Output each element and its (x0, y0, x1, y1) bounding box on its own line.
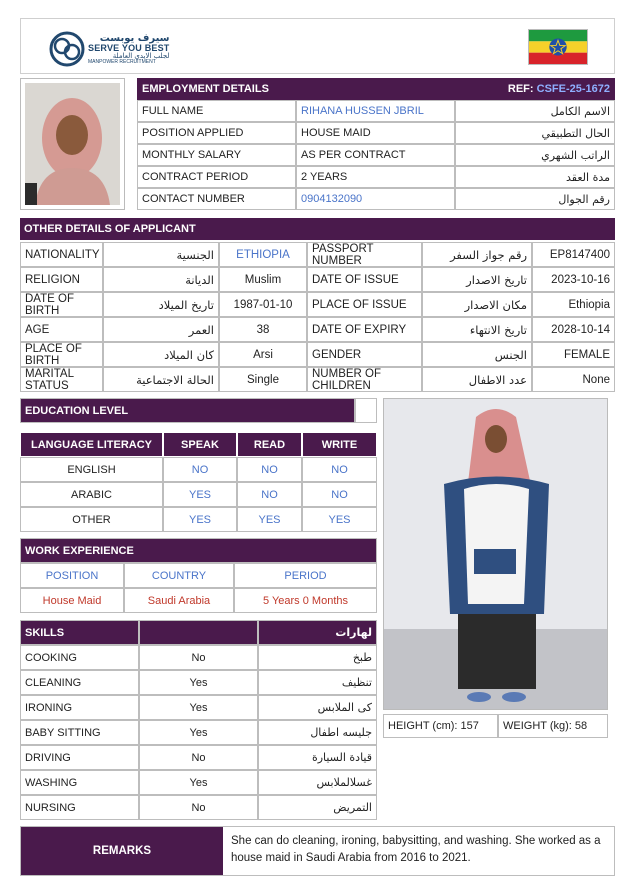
employment-row (137, 144, 615, 166)
detail-arabic-label: مكان الاصدار (422, 292, 532, 317)
employment-row (137, 100, 615, 122)
other-details-header: OTHER DETAILS OF APPLICANT (20, 218, 615, 240)
skills-title: SKILLS (20, 620, 139, 645)
weight-value: WEIGHT (kg): 58 (498, 714, 608, 738)
detail-label: NUMBER OF CHILDREN (307, 367, 422, 392)
skill-arabic-name: قيادة السيارة (258, 745, 377, 770)
language-header-cell: WRITE (302, 432, 377, 457)
skill-name: BABY SITTING (20, 720, 139, 745)
skill-value: Yes (139, 720, 258, 745)
skill-value: No (139, 645, 258, 670)
detail-label: AGE (20, 317, 103, 342)
ref-value: CSFE-25-1672 (536, 83, 610, 95)
language-level: NO (163, 457, 237, 482)
remarks-text: She can do cleaning, ironing, babysitting, and washing. She worked as a house maid in Saudi Arabia from 2016 to 2021. (231, 835, 601, 864)
employment-field-label: CONTRACT PERIOD (137, 166, 296, 188)
other-details-row (20, 267, 615, 292)
work-header (20, 538, 377, 563)
language-level: YES (302, 507, 377, 532)
skill-row (20, 720, 377, 745)
detail-arabic-label: كان الميلاد (103, 342, 219, 367)
applicant-full-body-photo (383, 398, 608, 710)
employment-field-arabic-label: مدة العقد (455, 166, 615, 188)
language-row (20, 482, 377, 507)
skill-name: WASHING (20, 770, 139, 795)
language-name: ENGLISH (20, 457, 163, 482)
employment-field-label: FULL NAME (137, 100, 296, 122)
language-level: YES (163, 507, 237, 532)
language-name: ARABIC (20, 482, 163, 507)
employment-field-value: HOUSE MAID (296, 122, 455, 144)
other-details-row (20, 317, 615, 342)
language-row (20, 457, 377, 482)
detail-value: 1987-01-10 (219, 292, 307, 317)
ethiopia-flag-icon (528, 29, 588, 65)
detail-label: MARITAL STATUS (20, 367, 103, 392)
detail-value: FEMALE (532, 342, 615, 367)
remarks-label: REMARKS (21, 827, 223, 875)
language-name: OTHER (20, 507, 163, 532)
employment-title: EMPLOYMENT DETAILS (137, 78, 296, 100)
logo-subtitle: MANPOWER RECRUITMENT (88, 58, 156, 65)
skill-arabic-name: تنظيف (258, 670, 377, 695)
company-logo (49, 29, 179, 69)
work-cell: House Maid (20, 588, 124, 613)
work-row (20, 588, 377, 613)
skill-arabic-name: طبخ (258, 645, 377, 670)
language-header-cell: SPEAK (163, 432, 237, 457)
language-level: NO (302, 482, 377, 507)
employment-field-value: 0904132090 (296, 188, 455, 210)
detail-value: ETHIOPIA (219, 242, 307, 267)
skill-arabic-name: كى الملابس (258, 695, 377, 720)
employment-row (137, 166, 615, 188)
skill-row (20, 670, 377, 695)
detail-label: DATE OF EXPIRY (307, 317, 422, 342)
full-body-photo (384, 399, 608, 710)
detail-value: Single (219, 367, 307, 392)
ref-number (296, 78, 615, 100)
skill-value: Yes (139, 670, 258, 695)
skill-value: Yes (139, 770, 258, 795)
language-level: NO (302, 457, 377, 482)
skill-value: No (139, 795, 258, 820)
detail-value: 38 (219, 317, 307, 342)
employment-field-value: AS PER CONTRACT (296, 144, 455, 166)
language-level: NO (237, 482, 302, 507)
detail-value: None (532, 367, 615, 392)
employment-row (137, 188, 615, 210)
remarks-section (20, 826, 615, 876)
detail-label: GENDER (307, 342, 422, 367)
employment-row (137, 122, 615, 144)
detail-label: NATIONALITY (20, 242, 103, 267)
skill-arabic-name: التمريض (258, 795, 377, 820)
skill-value: Yes (139, 695, 258, 720)
skill-name: COOKING (20, 645, 139, 670)
skill-row (20, 695, 377, 720)
employment-field-arabic-label: رقم الجوال (455, 188, 615, 210)
work-column-header: POSITION (20, 563, 124, 588)
education-header (20, 398, 377, 423)
detail-label: PLACE OF ISSUE (307, 292, 422, 317)
skill-row (20, 745, 377, 770)
detail-label: DATE OF ISSUE (307, 267, 422, 292)
logo-mark-icon (49, 31, 85, 67)
detail-label: RELIGION (20, 267, 103, 292)
employment-field-arabic-label: الاسم الكامل (455, 100, 615, 122)
ref-label: REF: (507, 83, 534, 95)
measurements-row (383, 714, 608, 738)
detail-arabic-label: الحالة الاجتماعية (103, 367, 219, 392)
skill-arabic-name: جليسه اطفال (258, 720, 377, 745)
detail-arabic-label: الجنس (422, 342, 532, 367)
education-title: EDUCATION LEVEL (20, 398, 355, 423)
work-column-header: PERIOD (234, 563, 377, 588)
other-details-row (20, 342, 615, 367)
skill-arabic-name: غسلالملابس (258, 770, 377, 795)
skill-value: No (139, 745, 258, 770)
work-cell: 5 Years 0 Months (234, 588, 377, 613)
language-header-row (20, 432, 377, 457)
other-details-row (20, 367, 615, 392)
detail-arabic-label: العمر (103, 317, 219, 342)
height-value: HEIGHT (cm): 157 (383, 714, 498, 738)
other-details-row (20, 292, 615, 317)
employment-field-arabic-label: الراتب الشهري (455, 144, 615, 166)
work-experience-title: WORK EXPERIENCE (20, 538, 377, 563)
detail-value: 2023-10-16 (532, 267, 615, 292)
detail-value: Ethiopia (532, 292, 615, 317)
detail-value: 2028-10-14 (532, 317, 615, 342)
detail-value: Arsi (219, 342, 307, 367)
skill-name: IRONING (20, 695, 139, 720)
language-level: YES (163, 482, 237, 507)
skill-row (20, 770, 377, 795)
work-column-headers (20, 563, 377, 588)
applicant-portrait (20, 78, 125, 210)
detail-value: Muslim (219, 267, 307, 292)
language-header-cell: LANGUAGE LITERACY (20, 432, 163, 457)
employment-field-value: 2 YEARS (296, 166, 455, 188)
detail-arabic-label: الجنسية (103, 242, 219, 267)
employment-field-label: POSITION APPLIED (137, 122, 296, 144)
language-level: YES (237, 507, 302, 532)
work-cell: Saudi Arabia (124, 588, 234, 613)
language-header-cell: READ (237, 432, 302, 457)
logo-arabic-name: سيرف يوبست (99, 32, 170, 44)
employment-header (137, 78, 615, 100)
detail-label: DATE OF BIRTH (20, 292, 103, 317)
language-level: NO (237, 457, 302, 482)
skills-header (20, 620, 377, 645)
logo-arabic-subtitle: لجلب الايدي العاملة (112, 51, 170, 60)
logo-english-name: SERVE YOU BEST (88, 42, 170, 53)
detail-arabic-label: عدد الاطفال (422, 367, 532, 392)
other-details-row (20, 242, 615, 267)
work-column-header: COUNTRY (124, 563, 234, 588)
detail-value: EP8147400 (532, 242, 615, 267)
skill-row (20, 795, 377, 820)
page-header (20, 18, 615, 74)
employment-field-label: CONTACT NUMBER (137, 188, 296, 210)
language-row (20, 507, 377, 532)
employment-field-value: RIHANA HUSSEN JBRIL (296, 100, 455, 122)
detail-arabic-label: تاريخ الانتهاء (422, 317, 532, 342)
detail-arabic-label: رقم جواز السفر (422, 242, 532, 267)
employment-field-arabic-label: الحال التطبيقي (455, 122, 615, 144)
detail-label: PLACE OF BIRTH (20, 342, 103, 367)
detail-arabic-label: تاريخ الميلاد (103, 292, 219, 317)
skill-name: CLEANING (20, 670, 139, 695)
detail-label: PASSPORT NUMBER (307, 242, 422, 267)
skill-row (20, 645, 377, 670)
skill-name: NURSING (20, 795, 139, 820)
skills-title-arabic: لهارات (258, 620, 377, 645)
detail-arabic-label: الديانة (103, 267, 219, 292)
employment-field-label: MONTHLY SALARY (137, 144, 296, 166)
skill-name: DRIVING (20, 745, 139, 770)
portrait-photo (25, 83, 120, 205)
detail-arabic-label: تاريخ الاصدار (422, 267, 532, 292)
